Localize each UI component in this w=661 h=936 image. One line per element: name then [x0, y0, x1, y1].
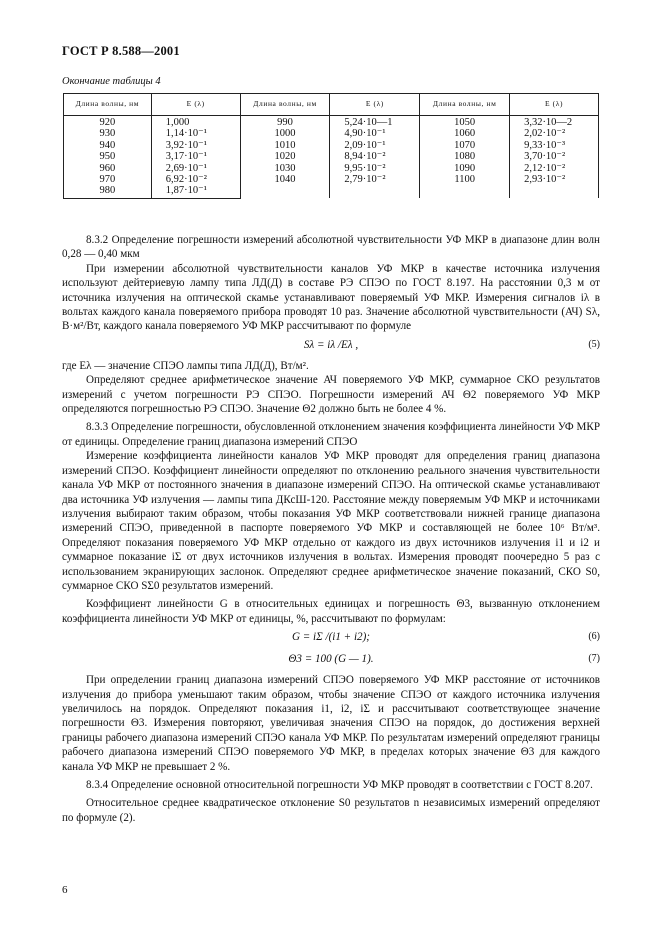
paragraph: Относительное среднее квадратическое отклонение S0 результатов n независимых измерений определяют по формуле (2). [62, 797, 600, 824]
formula-number: (5) [588, 338, 600, 350]
table-cell: 9,33·10⁻³ [510, 141, 599, 152]
section-heading-8-3-3: 8.3.3 Определение погрешности, обусловленной отклонением значения коэффициента линейности УФ МКР от единицы. Определение границ диапазона измерений СПЭО [62, 421, 600, 448]
table-cell: 1,000 [151, 116, 240, 130]
section-heading-8-3-2: 8.3.2 Определение погрешности измерений абсолютной чувствительности УФ МКР в диапазоне длин волн 0,28 — 0,40 мкм [62, 234, 600, 261]
table-cell: 2,12·10⁻² [510, 164, 599, 175]
table-cell: 940 [64, 141, 152, 152]
table-cell: 930 [64, 129, 152, 140]
table-cell: 1020 [240, 152, 330, 163]
table-header-cell: E (λ) [510, 94, 599, 116]
table-cell: 1000 [240, 129, 330, 140]
formula-6 [62, 630, 600, 648]
table-cell [240, 186, 330, 198]
table-row [64, 175, 599, 186]
table-cell: 1090 [420, 164, 510, 175]
table-cell: 5,24·10—1 [330, 116, 420, 130]
table-cell: 960 [64, 164, 152, 175]
table-cell: 3,17·10⁻¹ [151, 152, 240, 163]
table-cell: 1030 [240, 164, 330, 175]
table-cell: 3,32·10—2 [510, 116, 599, 130]
table-cell: 2,02·10⁻² [510, 129, 599, 140]
table-caption: Окончание таблицы 4 [62, 76, 161, 87]
table-cell: 1070 [420, 141, 510, 152]
paragraph: Определяют среднее арифметическое значение АЧ поверяемого УФ МКР, суммарное СКО результатов измерений с учетом погрешности РЭ СПЭО. Погрешности измерений АЧ Θ2 поверяемого УФ МКР определяются погрешностью РЭ СПЭО. Значение Θ2 должно быть не более 4 %. [62, 374, 600, 416]
table-cell: 1040 [240, 175, 330, 186]
table-cell: 8,94·10⁻² [330, 152, 420, 163]
table-cell: 2,79·10⁻² [330, 175, 420, 186]
table-row [64, 164, 599, 175]
table-row [64, 116, 599, 130]
table-cell: 1,87·10⁻¹ [151, 186, 240, 198]
table-cell: 3,70·10⁻² [510, 152, 599, 163]
document-body [62, 233, 600, 825]
paragraph: При измерении абсолютной чувствительности каналов УФ МКР в качестве источника излучения используют дейтериевую лампу типа ЛД(Д) в составе РЭ СПЭО по ГОСТ 8.197. На расстоянии 0,3 м от источника излучения на оптической скамье устанавливают поверяемый УФ МКР. Измерения сигналов iλ в вольтах каждого канала поверяемого прибора проводят 10 раз. Значение абсолютной чувствительности (АЧ) Sλ, В·м²/Вт, каждого канала поверяемого УФ МКР рассчитывают по формуле [62, 262, 600, 333]
table-header-cell: Длина волны, нм [420, 94, 510, 116]
table-cell [510, 186, 599, 198]
table-row [64, 186, 599, 198]
table-header-cell: E (λ) [151, 94, 240, 116]
table-cell: 2,93·10⁻² [510, 175, 599, 186]
table-cell: 3,92·10⁻¹ [151, 141, 240, 152]
table-row [64, 152, 599, 163]
formula-7 [62, 652, 600, 670]
table-cell: 1050 [420, 116, 510, 130]
table-cell: 1010 [240, 141, 330, 152]
table-cell: 2,69·10⁻¹ [151, 164, 240, 175]
table-cell: 4,90·10⁻¹ [330, 129, 420, 140]
section-heading-8-3-4: 8.3.4 Определение основной относительной погрешности УФ МКР проводят в соответствии с ГОСТ 8.207. [86, 779, 593, 791]
table-row [64, 141, 599, 152]
table-header-cell: Длина волны, нм [64, 94, 152, 116]
table-cell: 9,95·10⁻² [330, 164, 420, 175]
formula-5 [62, 338, 600, 356]
table-cell: 970 [64, 175, 152, 186]
table-cell: 1060 [420, 129, 510, 140]
table-cell: 990 [240, 116, 330, 130]
paragraph: Измерение коэффициента линейности каналов УФ МКР проводят для определения границ диапазона измерений СПЭО. Коэффициент линейности определяют по отклонению реального значения чувствительности канала УФ МКР от постоянного значения в диапазоне измерений СПЭО. На оптической скамье устанавливают два источника УФ излучения — лампы типа ДКсШ-120. Расстояние между поверяемым УФ МКР и источниками излучения выбирают таким образом, чтобы показания УФ МКР соответствовали нижней границе диапазона измерений СПЭО, приведенной в паспорте поверяемого УФ МКР и составляющей не более 10⁶ Вт/м³. Определяют показания поверяемого УФ МКР отдельно от каждого из двух источников излучения i1 и i2 и суммарное показание iΣ от двух источников излучения в вольтах. Измерения проводят поочередно 5 раз с использованием экранирующих заслонок. Определяют среднее арифметическое значение показаний, СКО S0, суммарное СКО SΣ0 результатов измерений. [62, 450, 600, 592]
table-cell: 980 [64, 186, 152, 198]
table-header-row [64, 94, 599, 116]
document-header: ГОСТ Р 8.588—2001 [62, 44, 180, 58]
table-cell [330, 186, 420, 198]
table-cell: 1,14·10⁻¹ [151, 129, 240, 140]
table-4 [63, 93, 599, 199]
formula-expression: G = iΣ /(i1 + i2); [292, 631, 370, 644]
table-row [64, 129, 599, 140]
formula-expression: Sλ = iλ /Eλ , [303, 338, 359, 351]
table-cell [420, 186, 510, 198]
table-cell: 1100 [420, 175, 510, 186]
table-cell: 1080 [420, 152, 510, 163]
formula-expression: Θ3 = 100 (G — 1). [288, 653, 374, 666]
table-header-cell: Длина волны, нм [240, 94, 330, 116]
table-header-cell: E (λ) [330, 94, 420, 116]
table-cell: 2,09·10⁻¹ [330, 141, 420, 152]
paragraph: Коэффициент линейности G в относительных единицах и погрешность Θ3, вызванную отклонением коэффициента линейности УФ МКР от единицы, %, рассчитывают по формулам: [62, 598, 600, 625]
formula-number: (6) [588, 631, 600, 643]
table-cell: 6,92·10⁻² [151, 175, 240, 186]
paragraph: где Eλ — значение СПЭО лампы типа ЛД(Д), Вт/м². [62, 359, 309, 372]
formula-number: (7) [588, 653, 600, 665]
table-cell: 950 [64, 152, 152, 163]
paragraph: При определении границ диапазона измерений СПЭО поверяемого УФ МКР расстояние от источников излучения до прибора уменьшают таким образом, чтобы значение СПЭО от каждого источника излучения увеличилось на порядок. Определяют показания i1, i2, iΣ и рассчитывают соответствующее значение погрешности Θ3. Измерения повторяют, увеличивая значения СПЭО на порядок, до достижения верхней границы рабочего диапазона измерений СПЭО канала УФ МКР. По результатам измерений определяют границы рабочего диапазона измерений СПЭО поверяемого УФ МКР, в пределах которых значение Θ3 для каждого канала УФ МКР не превышает 2 %. [62, 674, 600, 773]
table-cell: 920 [64, 116, 152, 130]
page-number: 6 [62, 884, 68, 896]
